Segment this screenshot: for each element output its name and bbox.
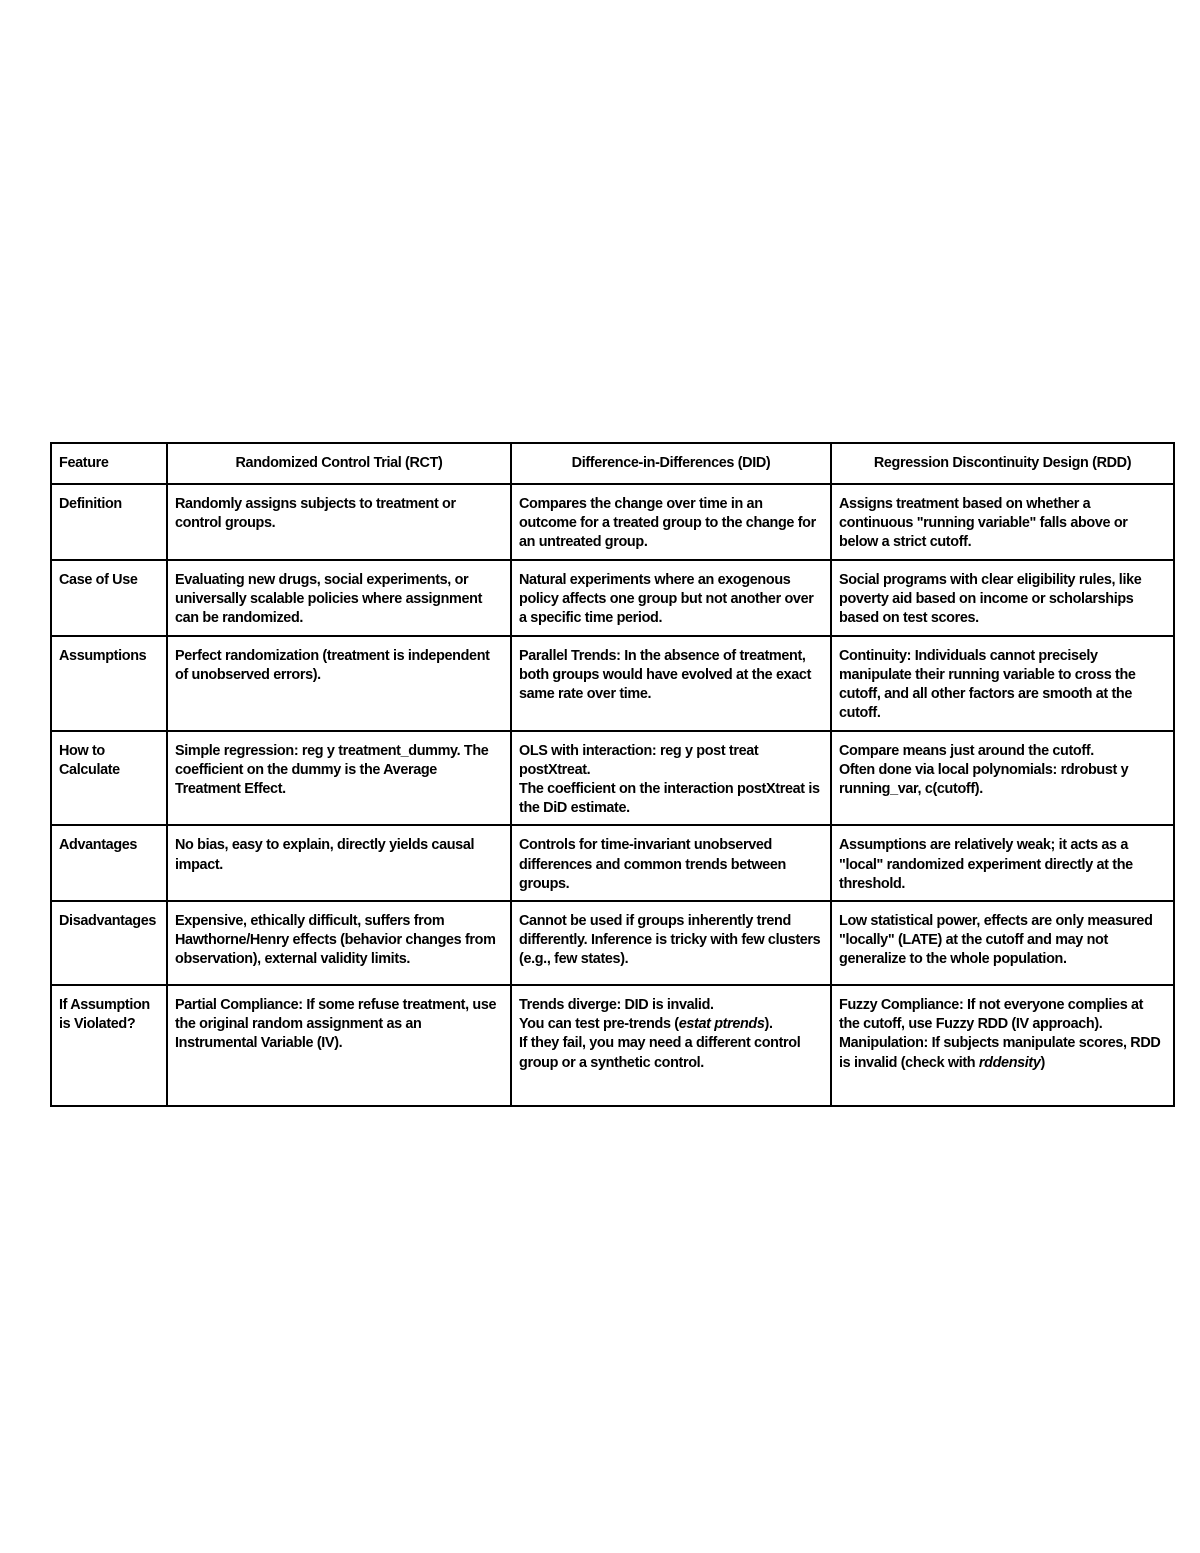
- rct-cell: No bias, easy to explain, directly yields causal impact.: [167, 825, 511, 901]
- did-cell: [511, 985, 831, 1106]
- did-cell: Parallel Trends: In the absence of treatment, both groups would have evolved at the exact same rate over time.: [511, 636, 831, 731]
- table-row: [51, 985, 1174, 1106]
- header-rdd: Regression Discontinuity Design (RDD): [831, 443, 1174, 484]
- rct-cell: Randomly assigns subjects to treatment or control groups.: [167, 484, 511, 560]
- did-cell: Cannot be used if groups inherently trend differently. Inference is tricky with few clusters (e.g., few states).: [511, 901, 831, 985]
- did-cell: Controls for time-invariant unobserved differences and common trends between groups.: [511, 825, 831, 901]
- did-calc-line: The coefficient on the interaction postXtreat is the DiD estimate.: [519, 781, 820, 817]
- table-row: [51, 560, 1174, 636]
- header-feature: Feature: [51, 443, 167, 484]
- did-pretrend-command: estat ptrends: [678, 1016, 765, 1033]
- table-row: [51, 731, 1174, 826]
- did-cell: Compares the change over time in an outcome for a treated group to the change for an untreated group.: [511, 484, 831, 560]
- row-feature-cell: Advantages: [51, 825, 167, 901]
- rdd-violation-line: Fuzzy Compliance: If not everyone complies at the cutoff, use Fuzzy RDD (IV approach).: [839, 997, 1144, 1033]
- rdd-calc-line: Compare means just around the cutoff.: [839, 742, 1094, 759]
- did-violation-line: If they fail, you may need a different control group or a synthetic control.: [519, 1035, 801, 1071]
- table-body: [51, 484, 1174, 1106]
- table-row: [51, 901, 1174, 985]
- table-row: [51, 825, 1174, 901]
- rct-cell: Simple regression: reg y treatment_dummy. The coefficient on the dummy is the Average Treatment Effect.: [167, 731, 511, 826]
- table-row: [51, 484, 1174, 560]
- rdd-cell: Continuity: Individuals cannot precisely manipulate their running variable to cross the cutoff, and all other factors are smooth at the cutoff.: [831, 636, 1174, 731]
- did-cell: [511, 731, 831, 826]
- rdd-cell: [831, 731, 1174, 826]
- rdd-manipulation-text: Manipulation: If subjects manipulate scores, RDD is invalid (check with: [839, 1035, 1161, 1071]
- rdd-violation-line: [839, 1034, 1166, 1072]
- rdd-density-command: rddensity: [978, 1054, 1041, 1071]
- did-pretrend-text: You can test pre-trends (: [519, 1016, 679, 1033]
- header-row: [51, 443, 1174, 484]
- rdd-cell: [831, 985, 1174, 1106]
- header-did: Difference-in-Differences (DID): [511, 443, 831, 484]
- rct-cell: Expensive, ethically difficult, suffers from Hawthorne/Henry effects (behavior changes from observation), external validity limits.: [167, 901, 511, 985]
- row-feature-cell: Definition: [51, 484, 167, 560]
- rct-cell: Perfect randomization (treatment is independent of unobserved errors).: [167, 636, 511, 731]
- comparison-table: [50, 442, 1175, 1107]
- rdd-cell: Assumptions are relatively weak; it acts as a "local" randomized experiment directly at the threshold.: [831, 825, 1174, 901]
- rdd-cell: Low statistical power, effects are only measured "locally" (LATE) at the cutoff and may not generalize to the whole population.: [831, 901, 1174, 985]
- rct-cell: Partial Compliance: If some refuse treatment, use the original random assignment as an Instrumental Variable (IV).: [167, 985, 511, 1106]
- row-feature-cell: How to Calculate: [51, 731, 167, 826]
- did-violation-line: [519, 1015, 823, 1034]
- header-rct: Randomized Control Trial (RCT): [167, 443, 511, 484]
- row-feature-cell: Case of Use: [51, 560, 167, 636]
- did-pretrend-close: ).: [764, 1016, 773, 1033]
- rdd-cell: Assigns treatment based on whether a continuous "running variable" falls above or below a strict cutoff.: [831, 484, 1174, 560]
- did-violation-line: Trends diverge: DID is invalid.: [519, 997, 714, 1014]
- row-feature-cell: If Assumption is Violated?: [51, 985, 167, 1106]
- row-feature-cell: Assumptions: [51, 636, 167, 731]
- rdd-calc-line: Often done via local polynomials: rdrobust y running_var, c(cutoff).: [839, 761, 1129, 798]
- table-row: [51, 636, 1174, 731]
- did-cell: Natural experiments where an exogenous policy affects one group but not another over a specific time period.: [511, 560, 831, 636]
- did-calc-line: OLS with interaction: reg y post treat postXtreat.: [519, 742, 759, 778]
- rdd-manipulation-close: ): [1040, 1054, 1045, 1071]
- rdd-cell: Social programs with clear eligibility rules, like poverty aid based on income or scholarships based on test scores.: [831, 560, 1174, 636]
- row-feature-cell: Disadvantages: [51, 901, 167, 985]
- table-header: [51, 443, 1174, 484]
- rct-cell: Evaluating new drugs, social experiments, or universally scalable policies where assignment can be randomized.: [167, 560, 511, 636]
